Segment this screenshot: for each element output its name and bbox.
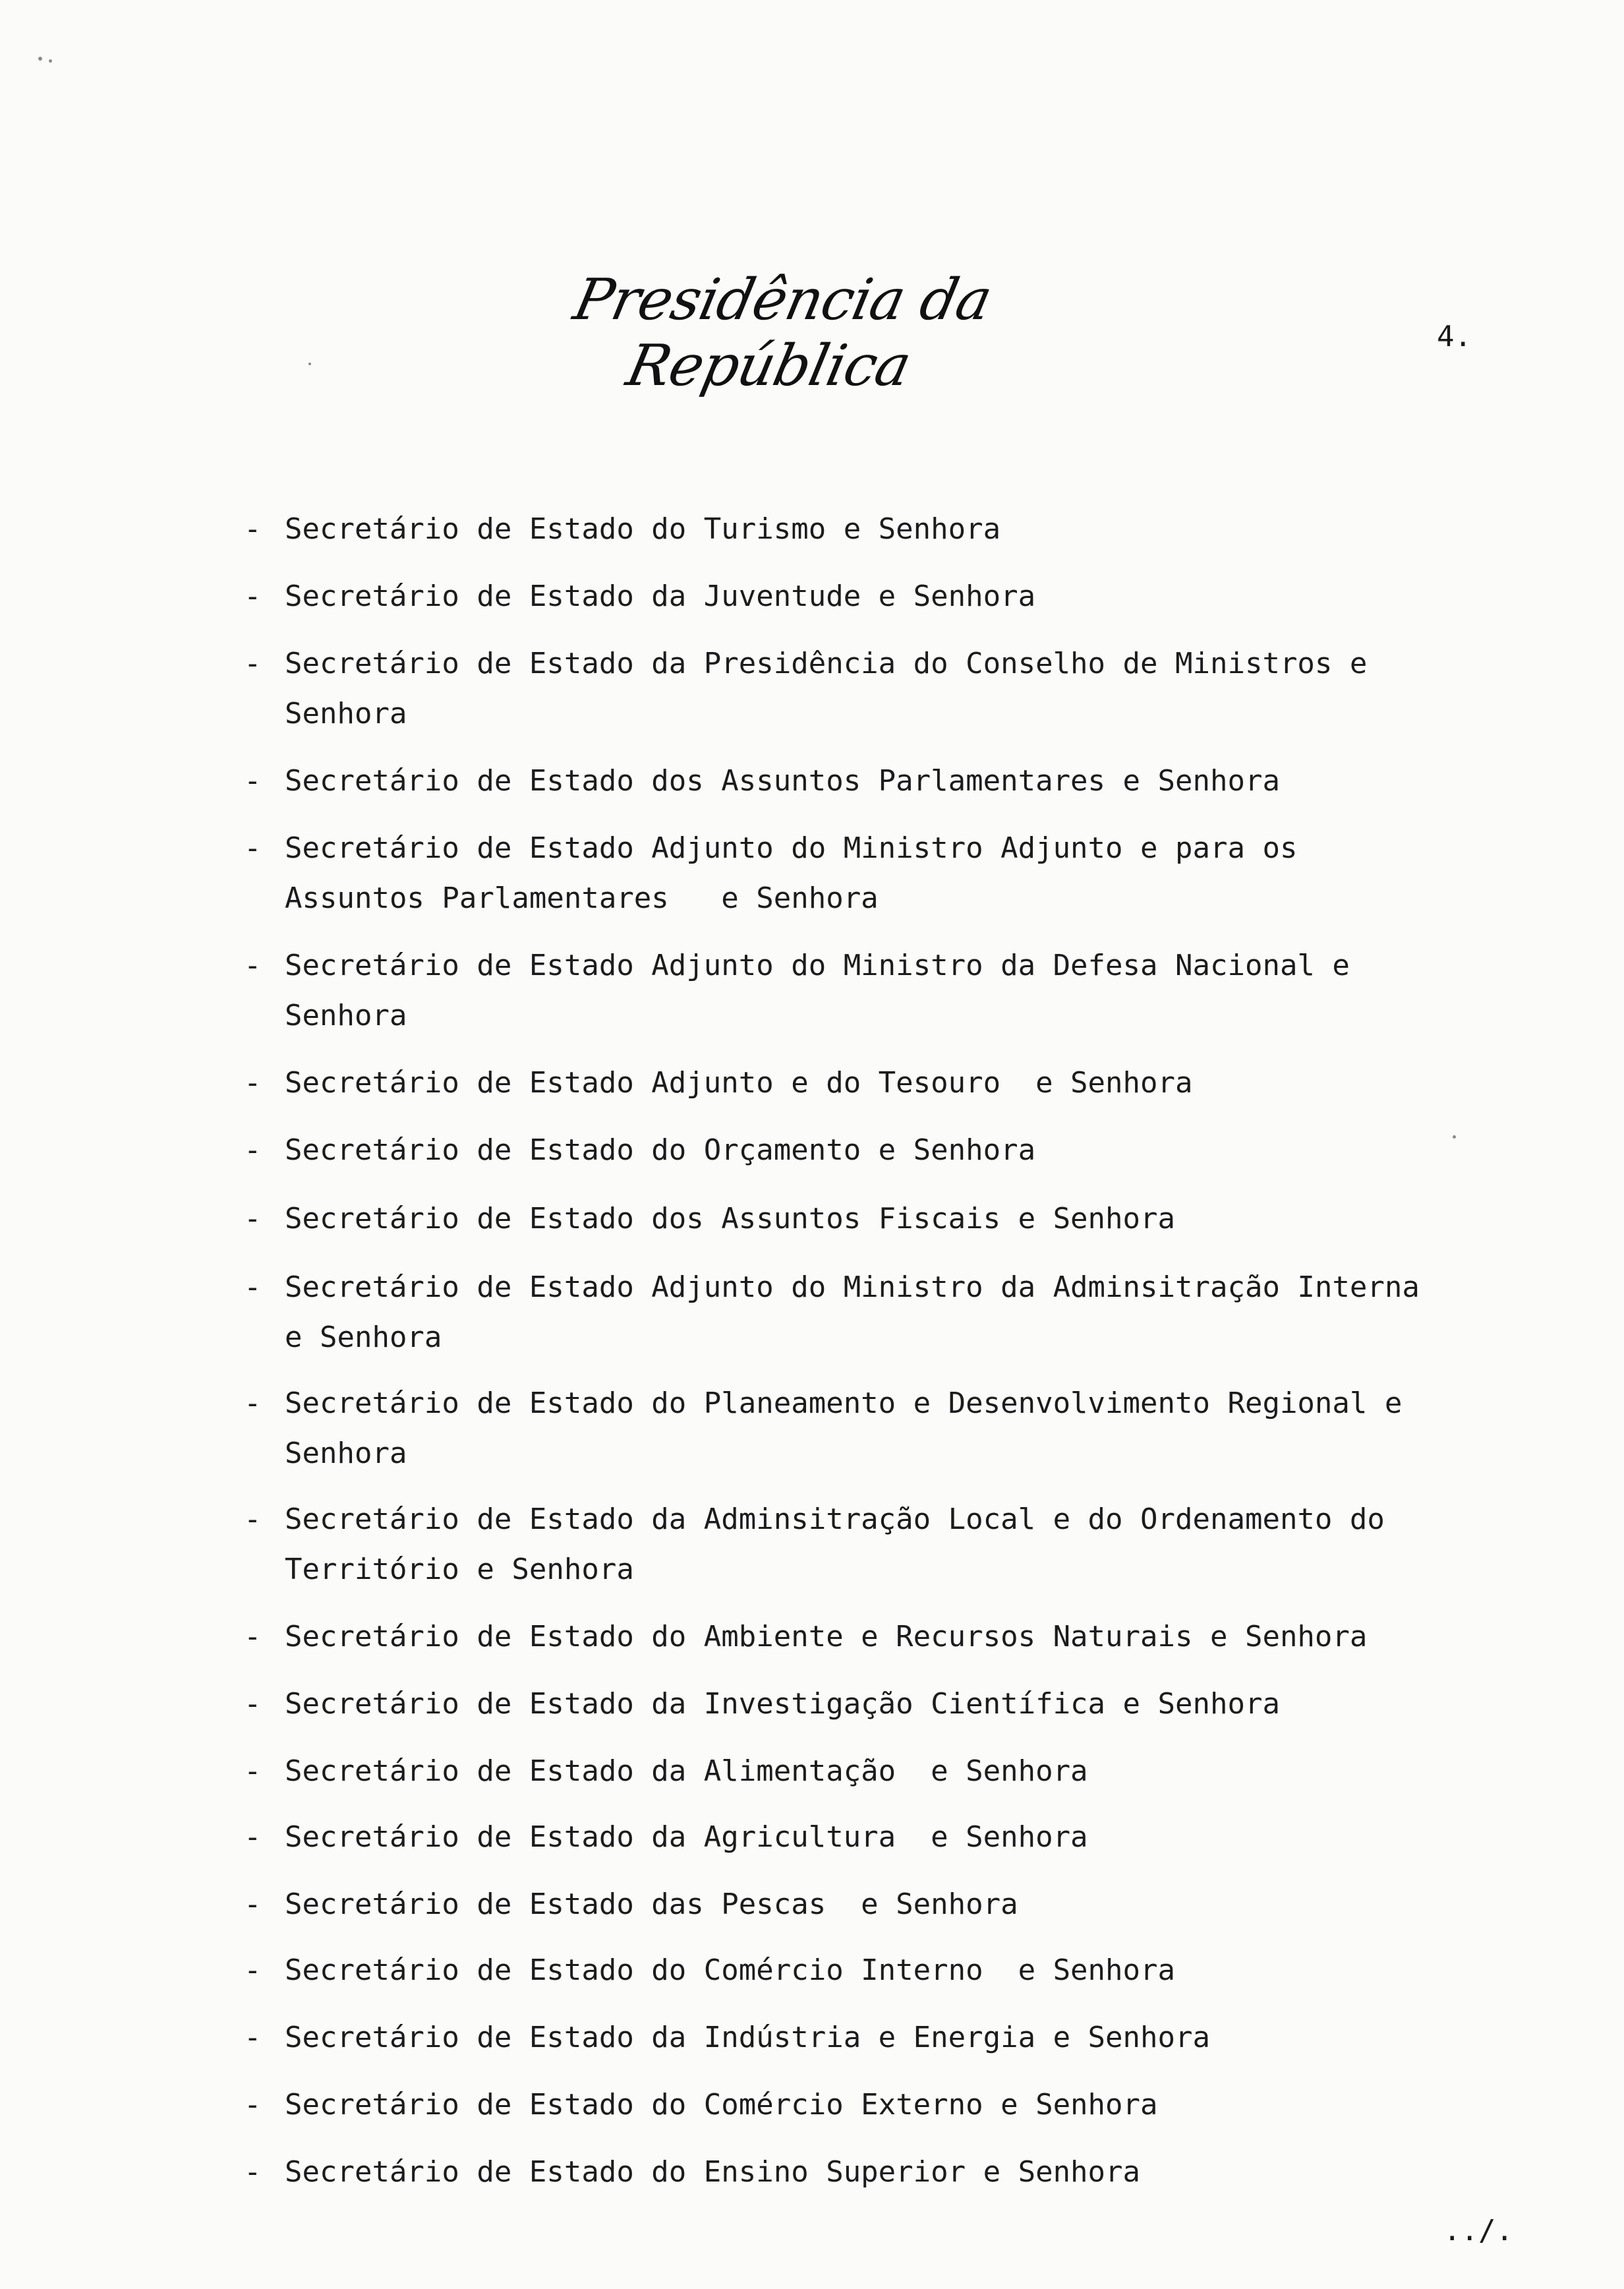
list-item bbox=[244, 1746, 1595, 1797]
list-item-text: Secretário de Estado Adjunto do Ministro da Defesa Nacional e Senhora bbox=[285, 949, 1350, 1032]
list-item bbox=[244, 823, 1595, 924]
list-item bbox=[244, 1125, 1595, 1175]
list-item-text: Secretário de Estado do Orçamento e Senhora bbox=[285, 1133, 1036, 1167]
list-item-text: Secretário de Estado Adjunto do Ministro da Adminsitração Interna e Senhora bbox=[285, 1270, 1420, 1354]
list-item-text: Secretário de Estado do Ambiente e Recursos Naturais e Senhora bbox=[285, 1620, 1368, 1653]
list-item bbox=[244, 1263, 1595, 1363]
list-item-text: Secretário de Estado da Presidência do Conselho de Ministros e Senhora bbox=[285, 647, 1368, 730]
list-item-text: Secretário de Estado Adjunto do Ministro Adjunto e para os Assuntos Parlamentares e Senhora bbox=[285, 831, 1298, 915]
list-item-text: Secretário de Estado do Ensino Superior e Senhora bbox=[285, 2155, 1141, 2189]
list-item bbox=[244, 941, 1595, 1041]
list-dash: - bbox=[244, 1270, 262, 1304]
list-item bbox=[244, 1880, 1595, 1930]
list-item bbox=[244, 2013, 1595, 2063]
list-item bbox=[244, 756, 1595, 806]
list-dash: - bbox=[244, 2155, 262, 2189]
list-item bbox=[244, 1946, 1595, 1996]
scan-speck bbox=[38, 57, 42, 61]
list-dash: - bbox=[244, 1820, 262, 1854]
list-dash: - bbox=[244, 2088, 262, 2122]
scan-speck bbox=[49, 59, 52, 63]
list-item-text: Secretário de Estado dos Assuntos Parlamentares e Senhora bbox=[285, 764, 1280, 798]
list-item-text: Secretário de Estado da Indústria e Energia e Senhora bbox=[285, 2021, 1210, 2054]
scan-speck bbox=[308, 363, 311, 365]
list-dash: - bbox=[244, 512, 262, 546]
list-dash: - bbox=[244, 1066, 262, 1100]
list-dash: - bbox=[244, 1953, 262, 1987]
list-dash: - bbox=[244, 764, 262, 798]
list-dash: - bbox=[244, 1386, 262, 1420]
list-item bbox=[244, 504, 1595, 554]
list-item bbox=[244, 1612, 1595, 1662]
list-dash: - bbox=[244, 1754, 262, 1788]
list-item bbox=[244, 1812, 1595, 1862]
list-item-text: Secretário de Estado das Pescas e Senhora bbox=[285, 1888, 1018, 1921]
list-dash: - bbox=[244, 1133, 262, 1167]
list-item-text: Secretário de Estado Adjunto e do Tesouro e Senhora bbox=[285, 1066, 1193, 1100]
list-item-text: Secretário de Estado da Agricultura e Senhora bbox=[285, 1820, 1088, 1854]
list-item-text: Secretário de Estado do Comércio Interno e Senhora bbox=[285, 1953, 1176, 1987]
list-item-text: Secretário de Estado do Planeamento e Desenvolvimento Regional e Senhora bbox=[285, 1386, 1403, 1470]
list-item-text: Secretário de Estado da Alimentação e Senhora bbox=[285, 1754, 1088, 1788]
list-item-text: Secretário de Estado dos Assuntos Fiscais e Senhora bbox=[285, 1202, 1176, 1235]
list-dash: - bbox=[244, 1687, 262, 1721]
list-dash: - bbox=[244, 831, 262, 865]
list-item bbox=[244, 1194, 1595, 1244]
list-dash: - bbox=[244, 580, 262, 613]
list-item bbox=[244, 1379, 1595, 1479]
list-dash: - bbox=[244, 1502, 262, 1536]
list-dash: - bbox=[244, 1620, 262, 1653]
list-item bbox=[244, 2080, 1595, 2130]
page-number: 4. bbox=[1437, 320, 1472, 353]
list-dash: - bbox=[244, 949, 262, 982]
list-item-text: Secretário de Estado da Juventude e Senhora bbox=[285, 580, 1036, 613]
list-item bbox=[244, 2147, 1595, 2197]
letterhead-title: Presidência da República bbox=[568, 267, 997, 399]
continuation-mark: ../. bbox=[1443, 2214, 1513, 2247]
list-item bbox=[244, 1679, 1595, 1729]
list-item-text: Secretário de Estado da Investigação Científica e Senhora bbox=[285, 1687, 1280, 1721]
list-item bbox=[244, 1058, 1595, 1108]
scan-speck bbox=[1453, 1135, 1456, 1139]
list-dash: - bbox=[244, 647, 262, 680]
list-dash: - bbox=[244, 1202, 262, 1235]
list-item-text: Secretário de Estado do Comércio Externo e Senhora bbox=[285, 2088, 1158, 2122]
list-item-text: Secretário de Estado da Adminsitração Local e do Ordenamento do Território e Senhora bbox=[285, 1502, 1385, 1586]
list-item bbox=[244, 639, 1595, 739]
list-item-text: Secretário de Estado do Turismo e Senhora bbox=[285, 512, 1001, 546]
list-dash: - bbox=[244, 2021, 262, 2054]
list-dash: - bbox=[244, 1888, 262, 1921]
list-item bbox=[244, 572, 1595, 622]
list-item bbox=[244, 1495, 1595, 1595]
